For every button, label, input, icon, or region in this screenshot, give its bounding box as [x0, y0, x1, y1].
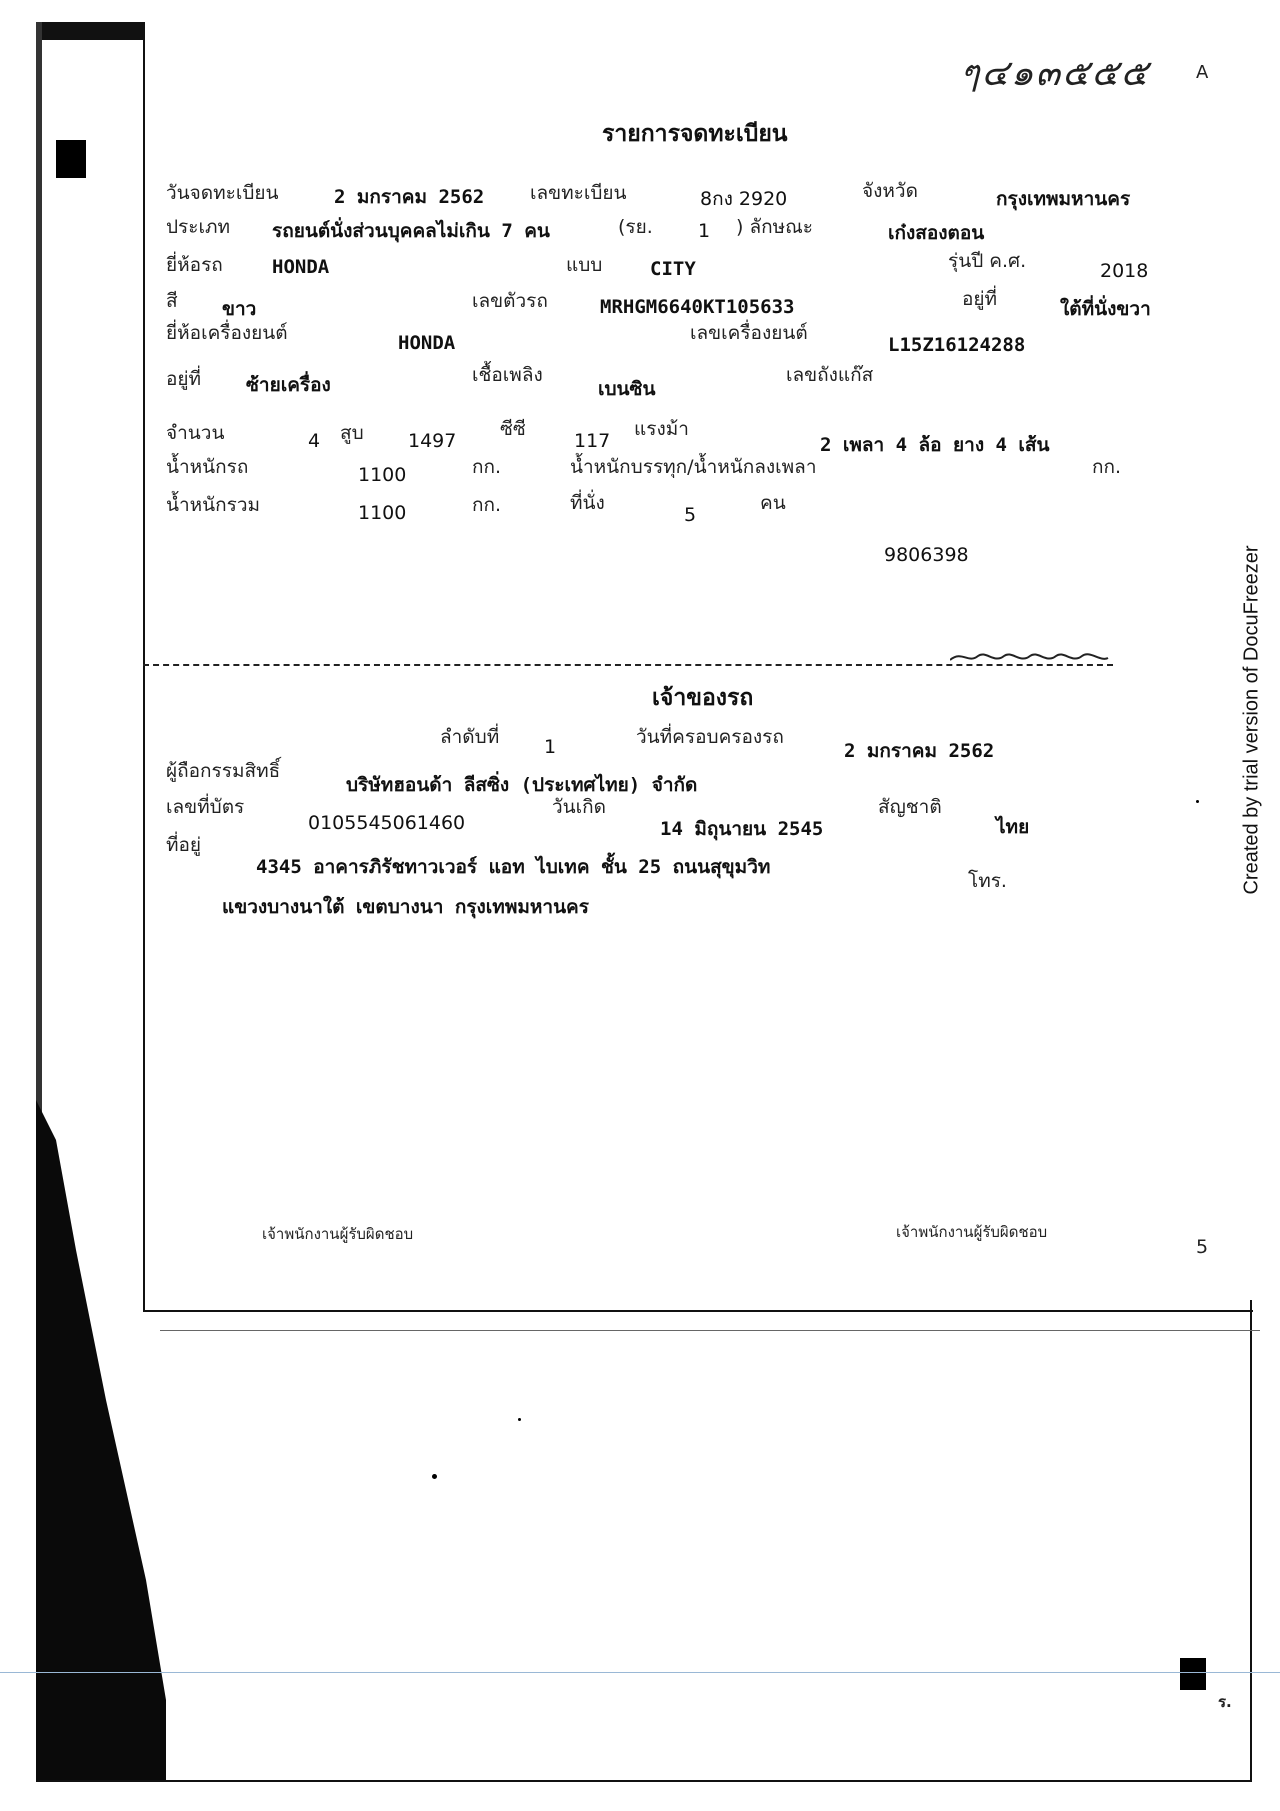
gross-weight-label: น้ำหนักรวม	[166, 494, 261, 516]
address-line-1: 4345 อาคารภิรัชทาวเวอร์ แอท ไบเทค ชั้น 25 ถนนสุขุมวิท	[256, 856, 771, 878]
reg-no-value: 8กง 2920	[700, 188, 788, 210]
watermark-text: Created by trial version of DocuFreezer	[1240, 545, 1263, 895]
dob-value: 14 มิถุนายน 2545	[660, 818, 824, 840]
engine-brand-value: HONDA	[398, 332, 456, 354]
order-value: 1	[544, 736, 557, 758]
reference-number: 9806398	[884, 544, 969, 566]
weight-value: 1100	[358, 464, 407, 486]
punch-hole-mark	[56, 140, 86, 178]
punch-hole-mark	[1180, 1658, 1206, 1690]
holder-label: ผู้ถือกรรมสิทธิ์	[166, 760, 281, 782]
frame-right-line-bottom	[36, 1780, 1252, 1782]
engine-location-value: ซ้ายเครื่อง	[246, 374, 331, 396]
seats-value: 5	[684, 504, 697, 526]
corner-bottom-mark: ร.	[1218, 1693, 1232, 1711]
scan-dot	[432, 1474, 437, 1479]
gross-weight-unit: กก.	[472, 494, 502, 516]
dob-label: วันเกิด	[552, 796, 606, 818]
cylinders-value: 4	[308, 430, 321, 452]
province-label: จังหวัด	[862, 180, 918, 202]
seats-label: ที่นั่ง	[570, 492, 605, 514]
vin-label: เลขตัวรถ	[472, 290, 548, 312]
reg-date-label: วันจดทะเบียน	[166, 182, 279, 204]
fuel-label: เชื้อเพลิง	[472, 364, 543, 386]
reg-no-label: เลขทะเบียน	[530, 182, 627, 204]
scan-edge-shadow	[36, 22, 144, 40]
count-label: จำนวน	[166, 422, 225, 444]
cylinders-unit: สูบ	[340, 422, 364, 444]
color-value: ขาว	[222, 298, 257, 320]
seats-unit: คน	[760, 492, 786, 514]
weight-label: น้ำหนักรถ	[166, 456, 249, 478]
weight-unit: กก.	[472, 456, 502, 478]
engine-location-label: อยู่ที่	[166, 368, 202, 390]
blue-scan-line	[0, 1672, 1280, 1673]
load-unit: กก.	[1092, 456, 1122, 478]
corner-mark: A	[1196, 62, 1209, 83]
brand-value: HONDA	[272, 256, 330, 278]
scribble-mark	[950, 646, 1110, 666]
nationality-label: สัญชาติ	[878, 796, 942, 818]
rs-value: 1	[698, 220, 711, 242]
axles-value: 2 เพลา 4 ล้อ ยาง 4 เส้น	[820, 434, 1050, 456]
lower-frame-top	[160, 1330, 1260, 1331]
brand-label: ยี่ห้อรถ	[166, 254, 223, 276]
frame-bottom-line	[143, 1310, 1253, 1312]
card-value: 0105545061460	[308, 812, 466, 834]
style-value: เก๋งสองตอน	[888, 222, 985, 244]
own-date-value: 2 มกราคม 2562	[844, 740, 995, 762]
model-value: CITY	[650, 258, 696, 280]
gas-tank-label: เลขถังแก๊ส	[786, 364, 874, 386]
address-line-2: แขวงบางนาใต้ เขตบางนา กรุงเทพมหานคร	[222, 896, 589, 918]
province-value: กรุงเทพมหานคร	[996, 188, 1131, 210]
signature-left-officer: เจ้าพนักงานผู้รับผิดชอบ	[262, 1225, 414, 1243]
year-value: 2018	[1100, 260, 1149, 282]
color-label: สี	[166, 290, 178, 312]
type-value: รถยนต์นั่งส่วนบุคคลไม่เกิน 7 คน	[272, 220, 550, 242]
cc-value: 1497	[408, 430, 457, 452]
year-label: รุ่นปี ค.ศ.	[948, 250, 1027, 272]
frame-left-line	[143, 22, 145, 1312]
fuel-value: เบนซิน	[598, 378, 656, 400]
rs-label: (รย.	[618, 216, 653, 238]
engine-brand-label: ยี่ห้อเครื่องยนต์	[166, 322, 288, 344]
nationality-value: ไทย	[996, 816, 1030, 838]
section-title-registration: รายการจดทะเบียน	[602, 121, 788, 147]
vin-location-value: ใต้ที่นั่งขวา	[1060, 298, 1151, 320]
reg-date-value: 2 มกราคม 2562	[334, 186, 485, 208]
hp-value: 117	[574, 430, 611, 452]
load-label: น้ำหนักบรรทุก/น้ำหนักลงเพลา	[570, 456, 817, 478]
vin-value: MRHGM6640KT105633	[600, 296, 795, 318]
hp-label: แรงม้า	[634, 418, 689, 440]
engine-no-value: L15Z16124288	[888, 334, 1026, 356]
tel-label: โทร.	[968, 870, 1007, 892]
scan-black-wedge	[36, 1100, 166, 1780]
own-date-label: วันที่ครอบครองรถ	[636, 726, 784, 748]
order-label: ลำดับที่	[440, 726, 500, 748]
style-label: ) ลักษณะ	[736, 216, 813, 238]
card-label: เลขที่บัตร	[166, 796, 245, 818]
scan-dot	[1196, 800, 1199, 803]
scan-dot	[518, 1418, 521, 1421]
vin-location-label: อยู่ที่	[962, 288, 998, 310]
cc-label: ซีซี	[500, 418, 526, 440]
signature-right-officer: เจ้าพนักงานผู้รับผิดชอบ	[896, 1223, 1048, 1241]
holder-value: บริษัทฮอนด้า ลีสซิ่ง (ประเทศไทย) จำกัด	[346, 774, 698, 796]
model-label: แบบ	[566, 254, 603, 276]
engine-no-label: เลขเครื่องยนต์	[690, 322, 808, 344]
section-title-owner: เจ้าของรถ	[652, 685, 754, 711]
type-label: ประเภท	[166, 216, 231, 238]
handwritten-number: ๆ๔๑๓๕๕๕	[960, 53, 1150, 94]
frame-right-line	[1250, 1300, 1252, 1780]
address-label: ที่อยู่	[166, 834, 202, 856]
gross-weight-value: 1100	[358, 502, 407, 524]
page-number: 5	[1196, 1236, 1209, 1258]
